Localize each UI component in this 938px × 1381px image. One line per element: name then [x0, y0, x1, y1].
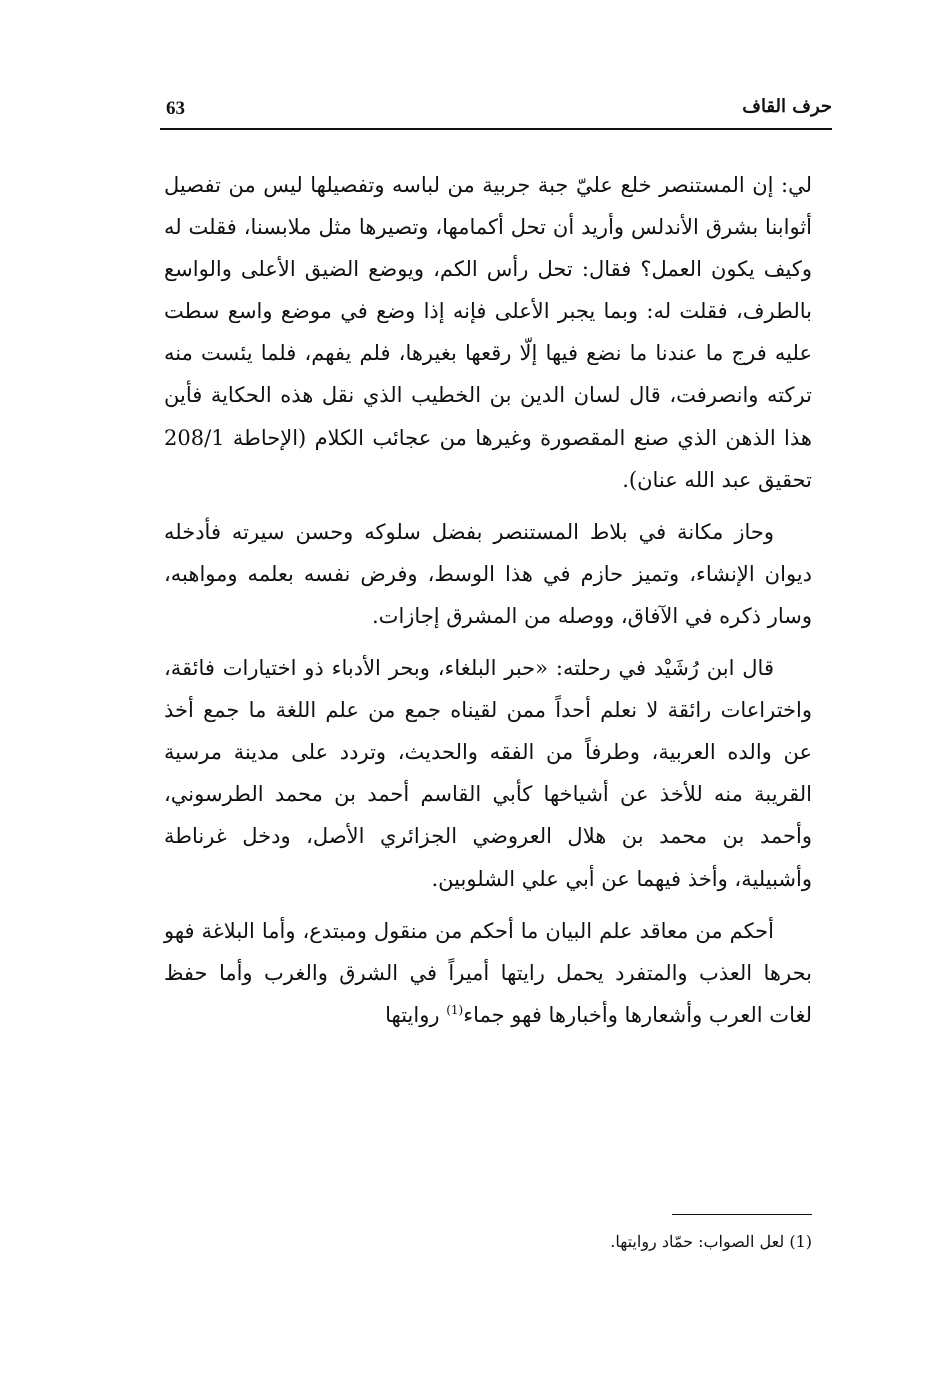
running-title: حرف القاف	[742, 96, 832, 117]
footnote-reference: (1)	[446, 1002, 464, 1017]
paragraph-4-text: أحكم من معاقد علم البيان ما أحكم من منقول ومبتدع، وأما البلاغة فهو بحرها العذب والمتفرد يحمل رايتها أميراً في الشرق والغرب وأما حفظ لغات العرب وأشعارها وأخبارها فهو جماء	[164, 918, 812, 1027]
paragraph-1: لي: إن المستنصر خلع عليّ جبة جربية من لباسه وتفصيلها ليس من تفصيل أثوابنا بشرق الأندلس وأريد أن تحل أكمامها، وتصيرها مثل ملابسنا، فقلت له وكيف يكون العمل؟ فقال: تحل رأس الكم، ويوضع الضيق الأعلى والواسع بالطرف، فقلت له: وبما يجبر الأعلى فإنه إذا وضع في موضع واسع سطت عليه فرج ما عندنا ما نضع فيها إلّا رقعها بغيرها، فلم يفهم، فلما يئست منه تركته وانصرفت، قال لسان الدين بن الخطيب الذي نقل هذه الحكاية فأين هذا الذهن الذي صنع المقصورة وغيرها من عجائب الكلام (الإحاطة 208/1 تحقيق عبد الله عنان).	[164, 173, 812, 492]
footnote: (1) لعل الصواب: حمّاد روايتها.	[610, 1232, 812, 1251]
body-text	[164, 164, 812, 1036]
paragraph-2: وحاز مكانة في بلاط المستنصر بفضل سلوكه وحسن سيرته فأدخله ديوان الإنشاء، وتميز حازم في هذا الوسط، وفرض نفسه بعلمه ومواهبه، وسار ذكره في الآفاق، ووصله من المشرق إجازات.	[164, 519, 812, 628]
paragraph-3: قال ابن رُشَيْد في رحلته: «حبر البلغاء، وبحر الأدباء ذو اختيارات فائقة، واختراعات رائقة لا نعلم أحداً ممن لقيناه جمع من علم اللغة ما جمع أخذ عن والده العربية، وطرفاً من الفقه والحديث، وتردد على مدينة مرسية القريبة منه للأخذ عن أشياخها كأبي القاسم أحمد بن محمد الطرسوني، وأحمد بن محمد بن هلال العروضي الجزائري الأصل، ودخل غرناطة وأشبيلية، وأخذ فيهما عن أبي علي الشلوبين.	[164, 656, 812, 891]
header-rule	[160, 128, 832, 130]
paragraph-4	[164, 910, 812, 1036]
page-number: 63	[166, 98, 185, 119]
paragraph-4-tail: روايتها	[385, 1002, 447, 1027]
page-header	[160, 96, 832, 126]
footnote-rule	[672, 1214, 812, 1215]
